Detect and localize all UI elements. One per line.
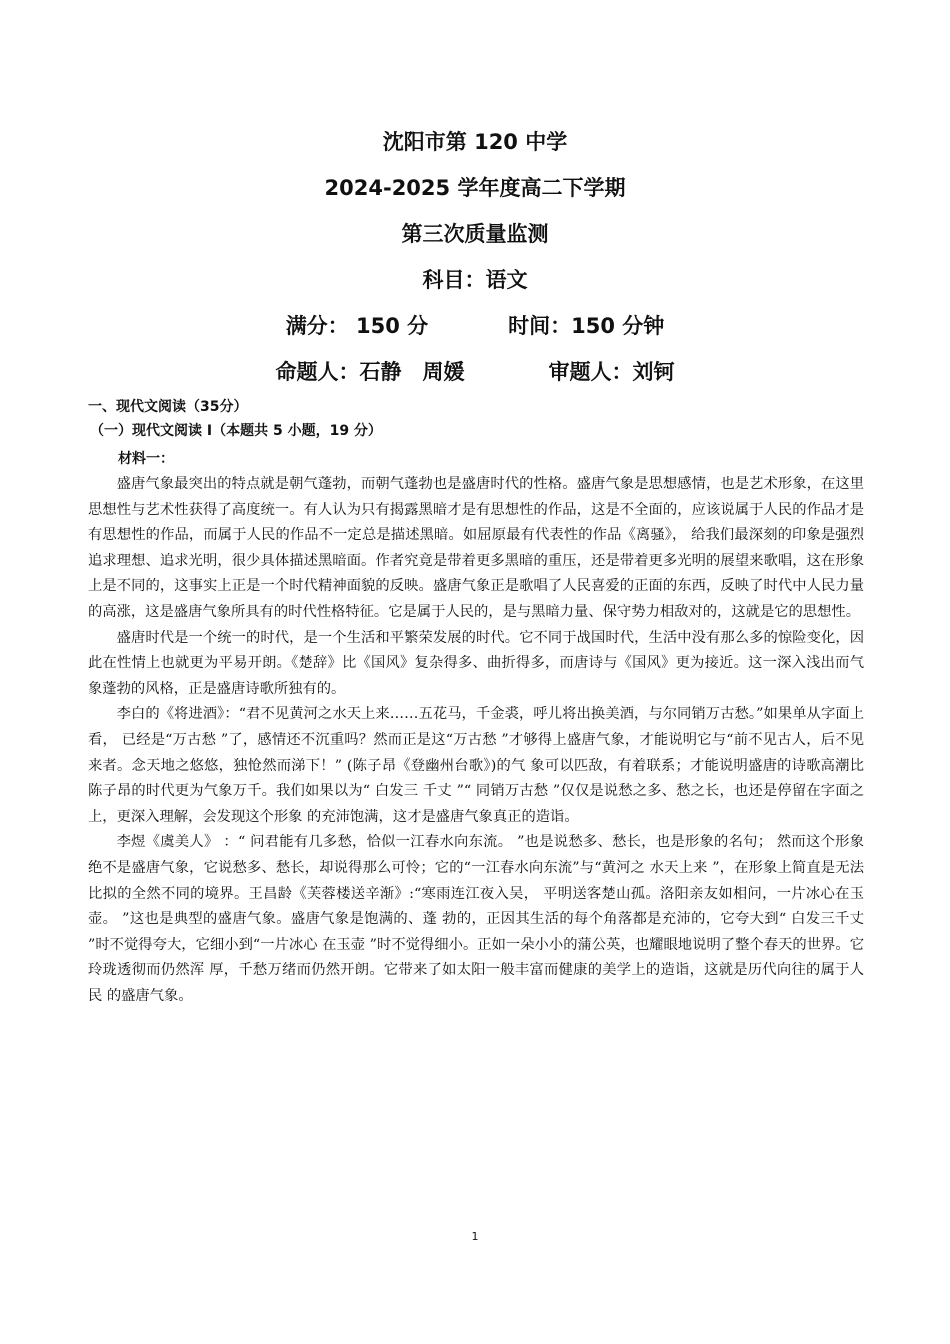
paragraph: 李白的《将进酒》：“君不见黄河之水天上来……五花马，千金裘，呼儿将出换美酒，与尔同销万古愁。”如果单从字面上看， 已经是“万古愁 ”了，感情还不沉重吗？然而正是这“万古愁 ”才够得上盛唐气象，才能说明它与“前不见古人，后不见来者。念天地之悠悠，独怆然而涕下！” (陈子昂《登幽州台歌》)的气 象可以匹敌，有着联系；才能说明盛唐的诗歌高潮比陈子昂的时代更为气象万千。我们如果以为“ 白发三 千丈 ”“ 同销万古愁 ”仅仅是说愁之多、愁之长，也还是停留在字面之上，更深入理解，会发现这个形象 的充沛饱满，这才是盛唐气象真正的造诣。 — [88, 706, 864, 825]
full-score: 满分： 150 分 — [285, 314, 429, 338]
score-time-line — [0, 308, 950, 354]
school-name: 沈阳市第 120 中学 — [382, 130, 568, 154]
reviewer: 审题人：刘钶 — [548, 360, 675, 384]
paragraph: 盛唐气象最突出的特点就是朝气蓬勃，而朝气蓬勃也是盛唐时代的性格。盛唐气象是思想感情，也是艺术形象，在这里思想性与艺术性获得了高度统一。有人认为只有揭露黑暗才是有思想性的作品，这是不全面的，应该说属于人民的作品才是有思想性的作品，而属于人民的作品不一定总是描述黑暗。如屈原最有代表性的作品《离骚》， 给我们最深刻的印象是强烈追求理想、追求光明，很少具体描述黑暗面。作者究竟是带着更多黑暗的重压，还是带着更多光明的展望来歌唱，这在形象上是不同的，这事实上正是一个时代精神面貌的反映。盛唐气象正是歌唱了人民喜爱的正面的东西，反映了时代中人民力量的高涨，这是盛唐气象所具有的时代性格特征。它是属于人民的，是与黑暗力量、保守势力相敌对的，这就是它的思想性。 — [88, 476, 864, 620]
exam-name: 第三次质量监测 — [401, 222, 549, 246]
academic-year: 2024-2025 学年度高二下学期 — [324, 176, 626, 200]
paragraph: 盛唐时代是一个统一的时代，是一个生活和平繁荣发展的时代。它不同于战国时代，生活中没有那么多的惊险变化，因此在性情上也就更为平易开朗。《楚辞》比《国风》复杂得多、曲折得多，而唐诗与《国风》更为接近。这一深入浅出而气象蓬勃的风格，正是盛唐诗歌所独有的。 — [88, 629, 864, 697]
page-number: 1 — [471, 1230, 479, 1243]
material-label: 材料一： — [118, 451, 174, 467]
paragraph: 李煜《虞美人》 ：“ 问君能有几多愁，恰似一江春水向东流。 ”也是说愁多、愁长，也是形象的名句； 然而这个形象绝不是盛唐气象，它说愁多、愁长，却说得那么可怜；它的“一江春水向东流”与“黄河之 水天上来 ”，在形象上简直是无法比拟的全然不同的境界。王昌龄《芙蓉楼送辛渐》:“寒雨连江夜入吴， 平明送客楚山孤。洛阳亲友如相问，一片冰心在玉壶。 ”这也是典型的盛唐气象。盛唐气象是饱满的、蓬 勃的，正因其生活的每个角落都是充沛的，它夸大到“ 白发三千丈 ”时不觉得夸大，它细小到“一片冰心 在玉壶 ”时不觉得细小。正如一朵小小的蒲公英，也耀眼地说明了整个春天的世界。它玲珑透彻而仍然浑 厚，千愁万绪而仍然开朗。它带来了如太阳一般丰富而健康的美学上的造诣，这就是历代向往的属于人民 的盛唐气象。 — [88, 834, 864, 1004]
question-authors: 命题人：石静 周媛 — [275, 360, 465, 384]
exam-time: 时间：150 分钟 — [508, 314, 665, 338]
subject-line: 科目：语文 — [422, 268, 528, 292]
exam-header — [0, 124, 950, 400]
section-title: 一、现代文阅读（35分） — [88, 399, 248, 415]
authors-line — [0, 354, 950, 400]
section-subtitle: （一）现代文阅读 Ⅰ（本题共 5 小题，19 分） — [90, 423, 382, 439]
reading-section — [88, 396, 864, 1009]
